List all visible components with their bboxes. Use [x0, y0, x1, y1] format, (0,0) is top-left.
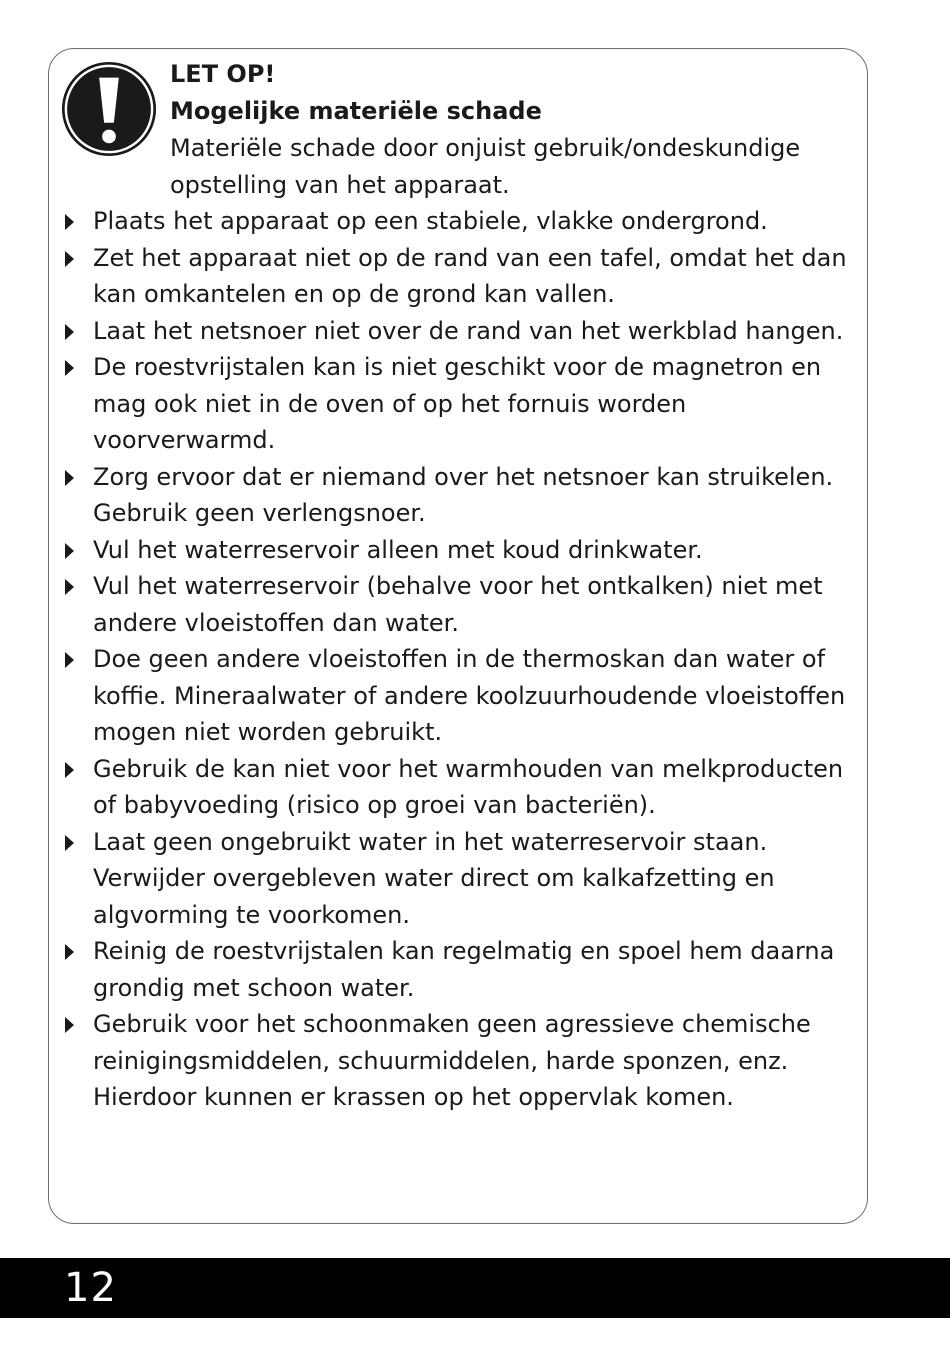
- list-item-text: Doe geen andere vloeistoffen in de thermoskan dan water of koffie. Mineraalwater of andere koolzuurhoudende vloeistoffen mogen niet worden gebruikt.: [93, 645, 846, 746]
- bullet-arrow-icon: [65, 324, 74, 340]
- list-item: [60, 459, 860, 532]
- list-item: [60, 203, 860, 240]
- bullet-arrow-icon: [65, 762, 74, 778]
- list-item: [60, 824, 860, 934]
- bullet-arrow-icon: [65, 470, 74, 486]
- list-item: [60, 1006, 860, 1116]
- list-item-text: Gebruik voor het schoonmaken geen agressieve chemische reinigingsmiddelen, schuurmiddelen, harde sponzen, enz. Hierdoor kunnen er krassen op het oppervlak komen.: [93, 1010, 811, 1111]
- list-item: [60, 933, 860, 1006]
- bullet-arrow-icon: [65, 579, 74, 595]
- footer-bar: [0, 1258, 950, 1318]
- bullet-arrow-icon: [65, 944, 74, 960]
- list-item-text: Vul het waterreservoir (behalve voor het ontkalken) niet met andere vloeistoffen dan water.: [93, 572, 823, 637]
- bullet-arrow-icon: [65, 360, 74, 376]
- bullet-arrow-icon: [65, 251, 74, 267]
- list-item-text: Plaats het apparaat op een stabiele, vlakke ondergrond.: [93, 207, 768, 235]
- page-number: 12: [64, 1265, 117, 1311]
- warning-label: LET OP!: [170, 60, 276, 88]
- bullet-arrow-icon: [65, 835, 74, 851]
- list-item-text: Laat geen ongebruikt water in het waterreservoir staan. Verwijder overgebleven water direct om kalkafzetting en algvorming te voorkomen.: [93, 827, 775, 929]
- list-item: [60, 641, 860, 751]
- warning-header: [170, 56, 850, 204]
- bullet-arrow-icon: [65, 543, 74, 559]
- list-item-text: Gebruik de kan niet voor het warmhouden van melkproducten of babyvoeding (risico op groei van bacteriën).: [93, 754, 844, 819]
- warning-title: Mogelijke materiële schade: [170, 97, 542, 125]
- list-item-text: Laat het netsnoer niet over de rand van het werkblad hangen.: [93, 316, 844, 345]
- bullet-arrow-icon: [65, 1017, 74, 1033]
- warning-description: Materiële schade door onjuist gebruik/ondeskundige opstelling van het apparaat.: [170, 134, 801, 199]
- bullet-arrow-icon: [65, 652, 74, 668]
- list-item: [60, 568, 860, 641]
- list-item-text: Zet het apparaat niet op de rand van een tafel, omdat het dan kan omkantelen en op de grond kan vallen.: [93, 243, 847, 308]
- list-item: [60, 751, 860, 824]
- exclamation-icon: [60, 60, 158, 158]
- list-item-text: De roestvrijstalen kan is niet geschikt voor de magnetron en mag ook niet in de oven of op het fornuis worden voorverwarmd.: [93, 353, 822, 454]
- list-item-text: Reinig de roestvrijstalen kan regelmatig en spoel hem daarna grondig met schoon water.: [93, 937, 835, 1002]
- list-item-text: Vul het waterreservoir alleen met koud drinkwater.: [93, 535, 703, 564]
- list-item-text: Zorg ervoor dat er niemand over het netsnoer kan struikelen. Gebruik geen verlengsnoer.: [93, 462, 834, 527]
- list-item: [60, 240, 860, 313]
- list-item: [60, 313, 860, 350]
- list-item: [60, 349, 860, 459]
- bullet-arrow-icon: [65, 214, 74, 230]
- precaution-list: [60, 203, 860, 1116]
- list-item: [60, 532, 860, 569]
